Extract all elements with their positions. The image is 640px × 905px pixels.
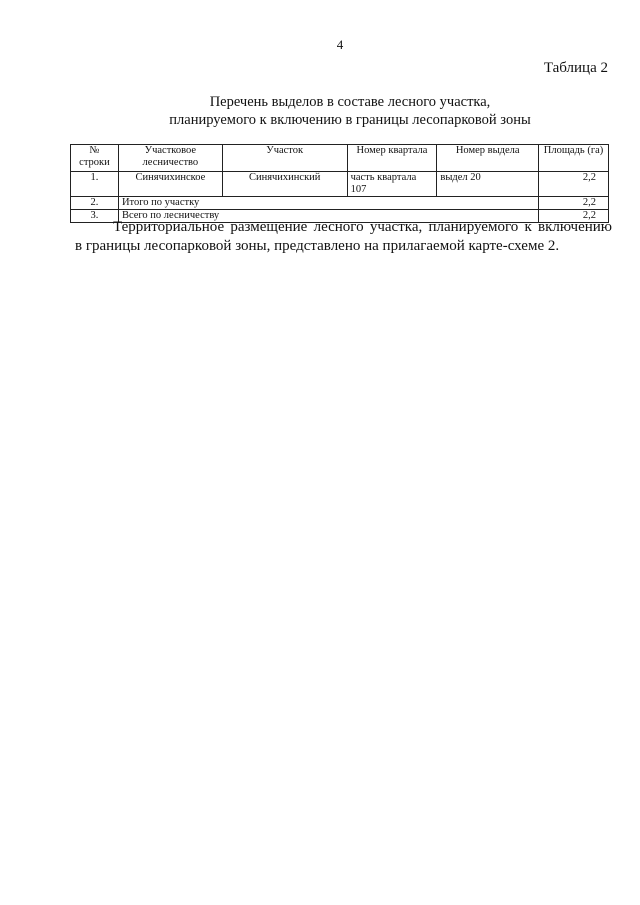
table-row [71,172,609,197]
cell-row-number: 2. [71,197,119,210]
paragraph-line-2: в границы лесопарковой зоны, представлено на прилагаемой карте-схеме 2. [75,238,560,254]
allotments-table [70,144,609,223]
header-quarter: Номер квартала [347,145,437,172]
cell-total-label: Всего по лесничеству [118,210,538,223]
header-forestry: Участковое лесничество [118,145,222,172]
table-header-row [71,145,609,172]
table-title [0,93,640,129]
paragraph-line-1: Территориальное размещение лесного участка, планируемого к включению [113,219,612,235]
cell-allotment: выдел 20 [437,172,539,197]
cell-quarter: часть квартала 107 [347,172,437,197]
page-number: 4 [336,37,344,52]
header-allotment: Номер выдела [437,145,539,172]
cell-area: 2,2 [539,197,609,210]
table-row [71,197,609,210]
table-title-line-2: планируемого к включению в границы лесопарковой зоны [169,112,531,128]
table-title-line-1: Перечень выделов в составе лесного участка, [209,94,491,110]
cell-area: 2,2 [539,172,609,197]
cell-area: 2,2 [539,210,609,223]
table-label: Таблица 2 [543,60,608,76]
cell-row-number: 1. [71,172,119,197]
header-plot: Участок [222,145,347,172]
cell-subtotal-label: Итого по участку [118,197,538,210]
header-area: Площадь (га) [539,145,609,172]
placement-paragraph [75,218,612,256]
cell-plot: Синячихинский [222,172,347,197]
header-row-number: № строки [71,145,119,172]
cell-row-number: 3. [71,210,119,223]
cell-forestry: Синячихинское [118,172,222,197]
